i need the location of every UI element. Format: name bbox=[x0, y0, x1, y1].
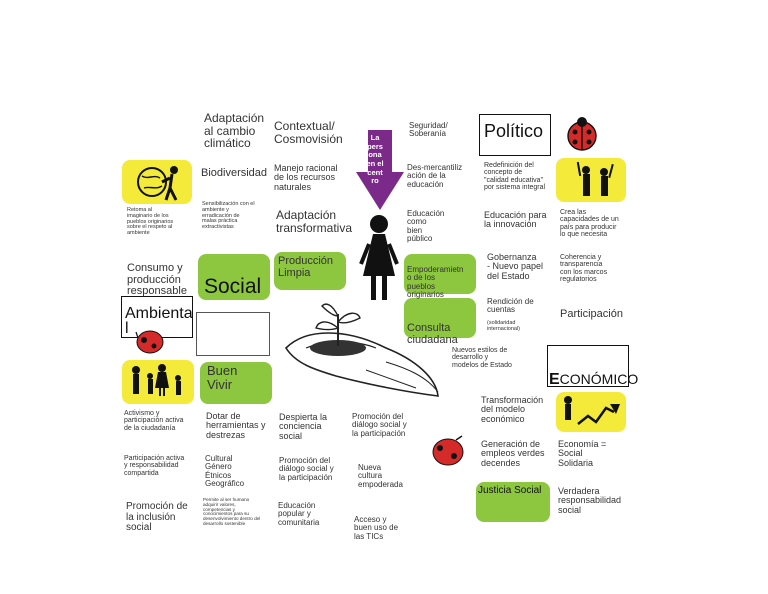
economico-initial: E bbox=[549, 370, 560, 388]
promocion-dialogo-a-label: Promoción del diálogo social y la participación bbox=[279, 456, 334, 482]
adaptacion-cambio-label: Adaptación al cambio climático bbox=[204, 111, 265, 151]
hand-plant-icon bbox=[266, 288, 466, 408]
produccion-limpia-label: Producción Limpia bbox=[278, 255, 334, 279]
seguridad-label: Seguridad/ Soberanía bbox=[409, 121, 448, 139]
crea-label: Crea las capacidades de un país para producir lo que necesita bbox=[560, 209, 619, 239]
politico-header: Político bbox=[484, 121, 544, 141]
educacion-popular-label: Educación popular y comunitaria bbox=[278, 501, 320, 527]
gobernanza-label: Gobernanza - Nuevo papel del Estado bbox=[487, 252, 544, 281]
educacion-bien-label: Educación como bien público bbox=[407, 209, 445, 244]
educacion-innovacion-label: Educación para la innovación bbox=[484, 210, 547, 230]
sensibilizacion-label: Sensibilización con el ambiente y erradicación de malas práctica extractivistas bbox=[202, 201, 255, 231]
economico-header bbox=[549, 357, 638, 388]
despierta-label: Despierta la conciencia social bbox=[279, 412, 328, 441]
redefinicion-label: Redefinición del concepto de "calidad educativa" por sistema integral bbox=[484, 162, 546, 192]
permite-label: Permite al ser humano adquirir valores, competencias y conocimientos para su desenvolvimiento dentro del desarrollo sostenible bbox=[203, 497, 261, 527]
consulta-label: Consulta ciudadana bbox=[407, 322, 458, 346]
blank-box bbox=[196, 312, 270, 356]
justicia-social-label: Justicia Social bbox=[478, 485, 542, 496]
promocion-dialogo-b-label: Promoción del diálogo social y la participación bbox=[352, 412, 407, 438]
nueva-cultura-label: Nueva cultura empoderada bbox=[358, 463, 403, 489]
transformacion-label: Transformación del modelo económico bbox=[481, 395, 544, 424]
center-arrow-text: La pers ona en el cent ro bbox=[366, 133, 384, 186]
contextual-label: Contextual/ Cosmovisión bbox=[274, 119, 343, 146]
desmercantilizacion-label: Des-mercantiliz ación de la educación bbox=[407, 163, 463, 189]
activismo-label: Activismo y participación activa de la ciudadanía bbox=[124, 410, 184, 432]
solidaridad-label: (solidaridad internacional) bbox=[487, 320, 521, 332]
retoma-label: Retoma al imaginario de los pueblos originarios sobre el respeto al ambiente bbox=[127, 207, 174, 237]
verdadera-label: Verdadera responsabilidad social bbox=[558, 486, 622, 515]
raised-hands-icon bbox=[574, 160, 624, 200]
dotar-label: Dotar de herramientas y destrezas bbox=[206, 411, 266, 440]
rendicion-label: Rendición de cuentas bbox=[487, 297, 534, 315]
ladybug-icon bbox=[134, 326, 168, 360]
cultural-label: Cultural Género Étnicos Geográfico bbox=[205, 454, 245, 489]
ambiental-header: Ambienta l bbox=[125, 305, 193, 338]
empoderamiento-label: Empoderamietn o de los pueblos originarios bbox=[407, 265, 464, 300]
generacion-label: Generación de empleos verdes decendes bbox=[481, 439, 545, 468]
biodiversidad-label: Biodiversidad bbox=[201, 167, 268, 179]
participacion-activa-label: Participación activa y responsabilidad compartida bbox=[124, 455, 185, 477]
acceso-label: Acceso y buen uso de las TICs bbox=[354, 515, 399, 541]
nuevos-estilos-label: Nuevos estilos de desarrollo y modelos de Estado bbox=[452, 347, 512, 369]
adaptacion-transformativa-label: Adaptación transformativa bbox=[276, 208, 353, 235]
growth-chart-icon bbox=[558, 394, 624, 430]
promocion-inclusion-label: Promoción de la inclusión social bbox=[126, 501, 188, 533]
social-header: Social bbox=[204, 275, 262, 298]
family-icon bbox=[126, 362, 192, 402]
participacion-label: Participación bbox=[560, 308, 623, 320]
consumo-label: Consumo y producción responsable bbox=[127, 262, 187, 298]
economico-rest: CONÓMICO bbox=[559, 370, 639, 387]
economia-label: Economía = Social Solidaria bbox=[558, 439, 607, 468]
ladybug-icon bbox=[430, 432, 470, 472]
ladybug-icon bbox=[562, 114, 602, 154]
buen-vivir-label: Buen Vivir bbox=[207, 363, 238, 392]
globe-person-icon bbox=[134, 162, 194, 202]
manejo-label: Manejo racional de los recursos naturales bbox=[274, 163, 338, 192]
coherencia-label: Coherencia y transparencia con los marcos regulatorios bbox=[560, 254, 608, 284]
